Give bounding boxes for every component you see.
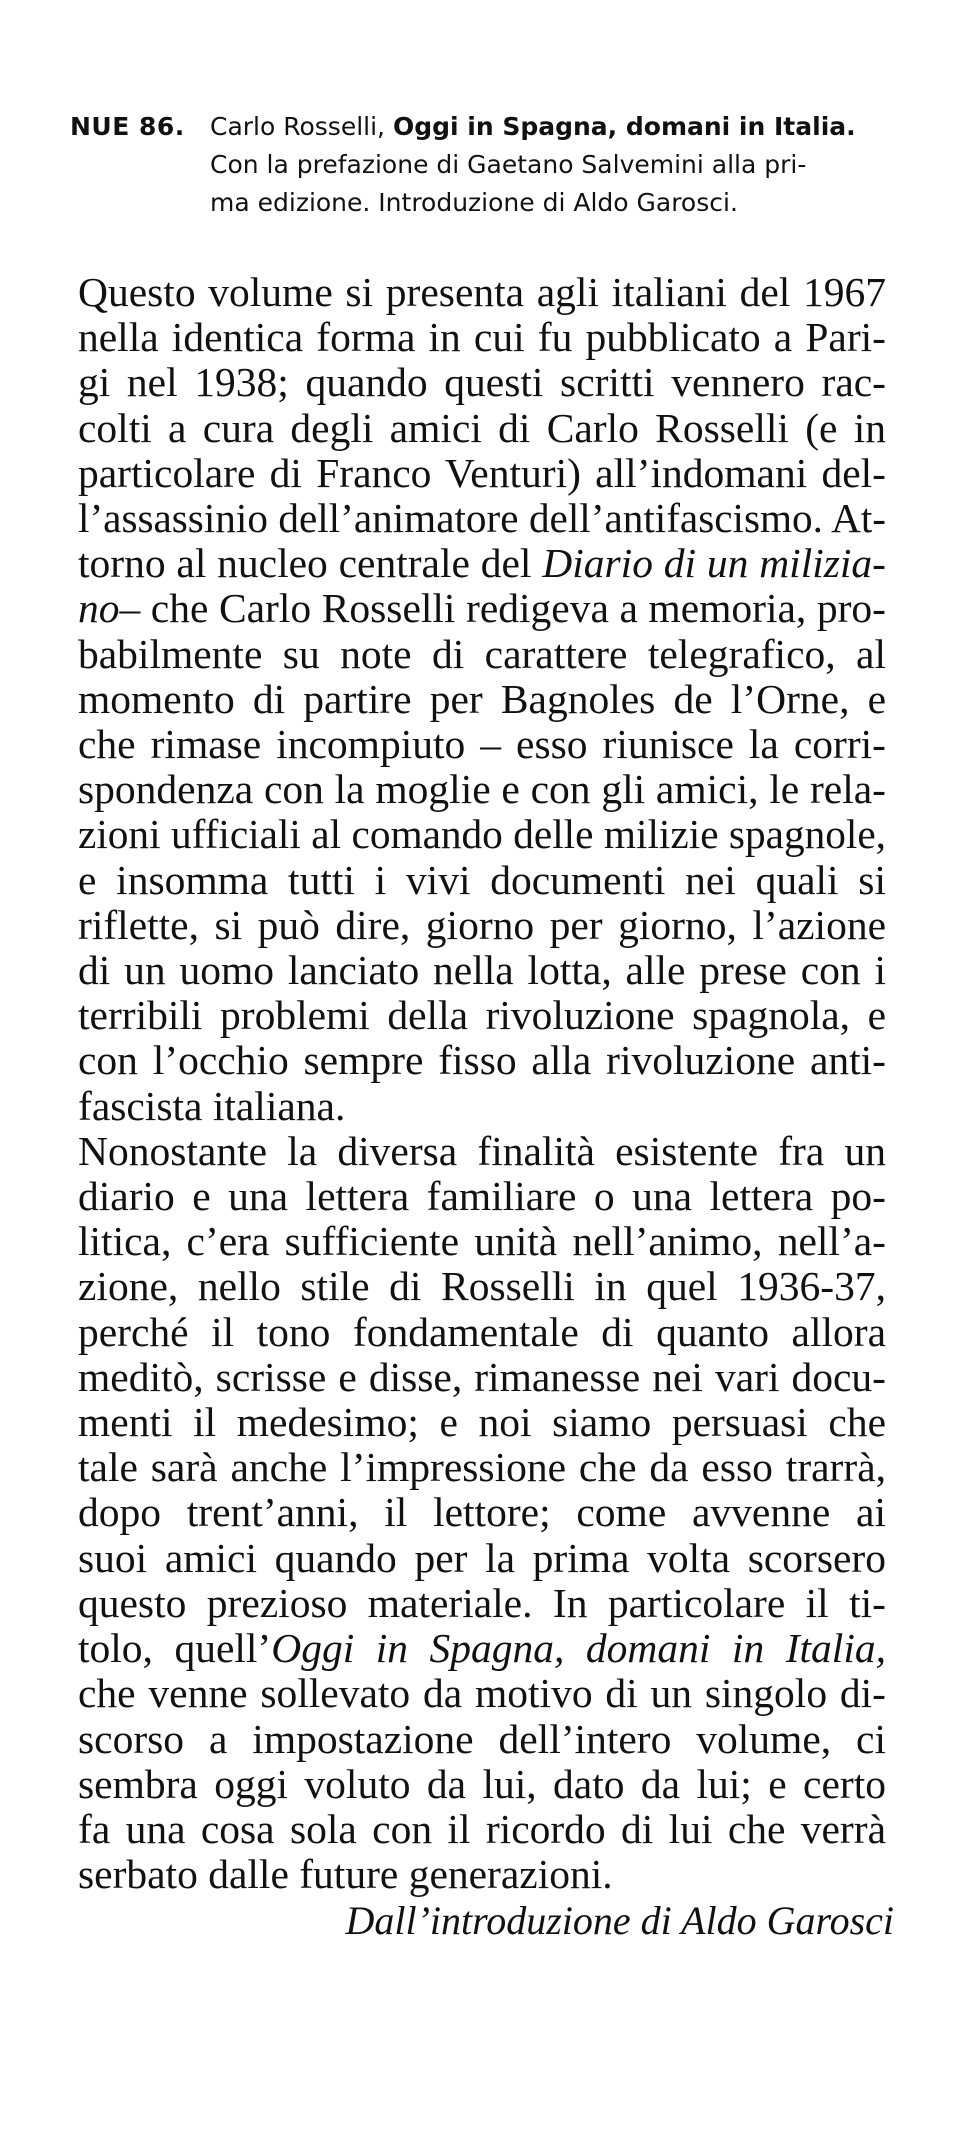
text-line: spondenza con la moglie e con gli amici, le rela- (78, 766, 886, 813)
text-line: Questo volume si presenta agli italiani del 1967 (78, 269, 886, 315)
text-line: scorso a impostazione dell’intero volume, ci (78, 1715, 886, 1762)
blurb-text (78, 270, 886, 1897)
catalog-line-2: Con la prefazione di Gaetano Salvemini alla pri- (210, 150, 807, 179)
text-line: serbato dalle future generazioni. (78, 1851, 613, 1898)
catalog-line-1 (210, 108, 950, 146)
text-fragment: – che Carlo Rosselli redigeva a memoria, pro- (119, 585, 886, 632)
text-line: menti il medesimo; e noi siamo persuasi che (78, 1399, 886, 1446)
text-line: di un uomo lanciato nella lotta, alle prese con i (78, 947, 886, 994)
text-line (78, 586, 886, 631)
book-title: Oggi in Spagna, domani in Italia. (392, 112, 856, 141)
text-line: nella identica forma in cui fu pubblicato a Pari- (78, 314, 886, 361)
text-line: fascista italiana. (78, 1082, 346, 1129)
text-line: babilmente su note di carattere telegrafico, al (78, 630, 886, 677)
text-line: sembra oggi voluto da lui, dato da lui; e certo (78, 1760, 886, 1807)
blurb-paragraph-2 (78, 1129, 886, 1897)
text-line: questo prezioso materiale. In particolare il ti- (78, 1579, 886, 1626)
text-line: e insomma tutti i vivi documenti nei quali si (78, 856, 886, 903)
text-line: diario e una lettera familiare o una lettera po- (78, 1173, 886, 1220)
book-author: Carlo Rosselli, (210, 112, 385, 141)
text-line: colti a cura degli amici di Carlo Rosselli (e in (78, 404, 886, 451)
catalog-line-3: ma edizione. Introduzione di Aldo Garosci. (210, 188, 738, 217)
text-line: particolare di Franco Venturi) all’indomani del- (78, 449, 886, 496)
italic-book-title: Oggi in Spagna, domani in Italia, (271, 1625, 886, 1672)
text-line: che rimase incompiuto – esso riunisce la corri- (78, 721, 886, 768)
text-line: zione, nello stile di Rosselli in quel 1936-37, (78, 1263, 886, 1310)
text-line: Nonostante la diversa finalità esistente fra un (78, 1127, 886, 1174)
text-line: meditò, scrisse e disse, rimanesse nei vari docu- (78, 1353, 886, 1400)
text-line: che venne sollevato da motivo di un singolo di- (78, 1670, 886, 1717)
text-line: con l’occhio sempre fisso alla rivoluzione anti- (78, 1037, 886, 1084)
text-line (78, 541, 886, 586)
text-line: litica, c’era sufficiente unità nell’animo, nell’a- (78, 1218, 886, 1265)
text-line: fa una cosa sola con il ricordo di lui che verrà (78, 1805, 886, 1852)
text-fragment: tolo, quell’ (78, 1625, 272, 1672)
text-line: l’assassinio dell’animatore dell’antifascismo. At- (78, 495, 886, 542)
text-line: perché il tono fondamentale di quanto allora (78, 1308, 886, 1355)
text-line: suoi amici quando per la prima volta scorsero (78, 1534, 886, 1581)
italic-title-diario-end: no (78, 585, 120, 632)
text-fragment: torno al nucleo centrale del (78, 540, 532, 587)
text-line: gi nel 1938; quando questi scritti vennero rac- (78, 359, 886, 406)
text-line: momento di partire per Bagnoles de l’Orne, e (78, 675, 886, 722)
text-line: tale sarà anche l’impressione che da esso trarrà, (78, 1444, 886, 1491)
text-line (78, 1626, 886, 1671)
series-code: NUE 86. (70, 112, 185, 141)
blurb-paragraph-1 (78, 270, 886, 1129)
text-line: dopo trent’anni, il lettore; come avvenne ai (78, 1489, 886, 1536)
italic-title-diario: Diario di un milizia- (542, 540, 887, 587)
text-line: zioni ufficiali al comando delle milizie spagnole, (78, 811, 886, 858)
text-line: riflette, si può dire, giorno per giorno, l’azione (78, 901, 886, 948)
catalog-entry-text (210, 108, 950, 222)
attribution: Dall’introduzione di Aldo Garosci (345, 1898, 894, 1943)
text-line: terribili problemi della rivoluzione spagnola, e (78, 992, 886, 1039)
